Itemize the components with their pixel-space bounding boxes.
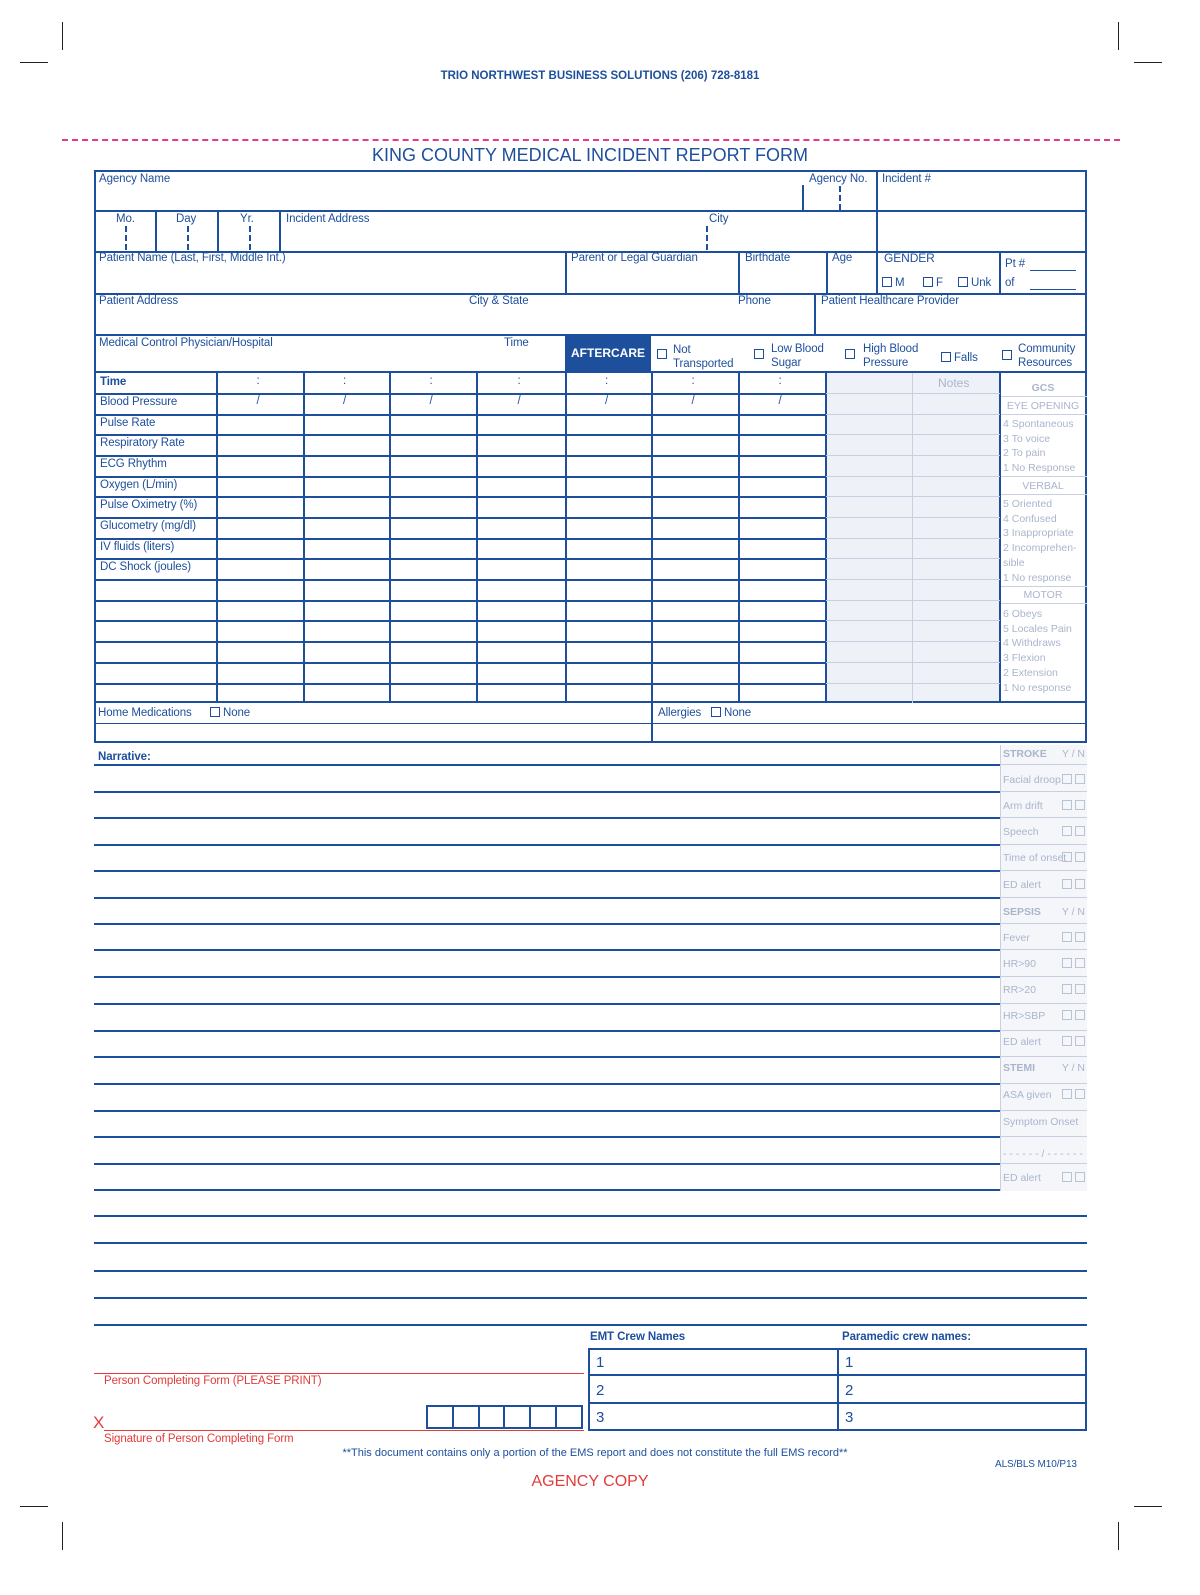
vitals-cell[interactable] bbox=[391, 498, 476, 517]
vitals-cell[interactable] bbox=[567, 436, 651, 455]
allergies-none[interactable]: None bbox=[711, 707, 751, 719]
vitals-cell[interactable] bbox=[567, 664, 651, 683]
vitals-cell[interactable] bbox=[478, 643, 565, 662]
vitals-cell[interactable] bbox=[653, 498, 738, 517]
time-separator: : bbox=[517, 375, 521, 387]
vitals-cell[interactable] bbox=[218, 498, 303, 517]
no-checkbox-icon[interactable] bbox=[1075, 1010, 1085, 1020]
narrative-line[interactable] bbox=[94, 1215, 1087, 1217]
form-title: KING COUNTY MEDICAL INCIDENT REPORT FORM bbox=[371, 145, 809, 165]
gcs-text: sible bbox=[1003, 556, 1025, 569]
crop-mark bbox=[1134, 62, 1162, 63]
form-code: ALS/BLS M10/P13 bbox=[995, 1459, 1077, 1470]
no-checkbox-icon[interactable] bbox=[1075, 826, 1085, 836]
narrative-line[interactable] bbox=[94, 1270, 1087, 1272]
vitals-cell[interactable] bbox=[305, 498, 389, 517]
vitals-cell[interactable] bbox=[478, 478, 565, 496]
printer-line: TRIO NORTHWEST BUSINESS SOLUTIONS (206) 728-8181 bbox=[440, 70, 760, 82]
vitals-cell[interactable] bbox=[391, 416, 476, 434]
vitals-cell[interactable] bbox=[478, 581, 565, 600]
side-check-row[interactable]: Time of onset bbox=[1003, 852, 1087, 864]
vitals-cell[interactable] bbox=[567, 395, 651, 414]
checkbox-icon bbox=[1002, 350, 1012, 360]
yes-checkbox-icon[interactable] bbox=[1062, 984, 1072, 994]
vitals-cell[interactable] bbox=[740, 498, 825, 517]
side-check-row[interactable]: RR>20 bbox=[1003, 984, 1087, 996]
no-checkbox-icon[interactable] bbox=[1075, 1036, 1085, 1046]
disclaimer: **This document contains only a portion of the EMS report and does not constitute the full EMS record** bbox=[342, 1447, 848, 1459]
vitals-cell[interactable] bbox=[218, 664, 303, 683]
vitals-cell[interactable] bbox=[567, 622, 651, 641]
gcs-text: GCS bbox=[1031, 382, 1055, 394]
vitals-cell[interactable] bbox=[478, 498, 565, 517]
home-medications-none[interactable]: None bbox=[210, 707, 250, 719]
side-check-row[interactable]: ASA given bbox=[1003, 1089, 1087, 1101]
vitals-cell[interactable] bbox=[567, 457, 651, 476]
narrative-label: Narrative: bbox=[98, 751, 151, 763]
month-label: Mo. bbox=[116, 213, 135, 225]
vitals-cell[interactable] bbox=[740, 622, 825, 641]
vitals-cell[interactable] bbox=[740, 602, 825, 620]
bp-separator: / bbox=[691, 395, 695, 407]
crop-mark bbox=[1118, 22, 1119, 50]
gcs-text: 3 Flexion bbox=[1003, 652, 1046, 665]
vitals-cell[interactable] bbox=[305, 519, 389, 538]
vitals-cell[interactable] bbox=[218, 395, 303, 414]
vitals-cell[interactable] bbox=[653, 664, 738, 683]
yes-checkbox-icon[interactable] bbox=[1062, 879, 1072, 889]
gcs-text: 4 Confused bbox=[1003, 512, 1057, 525]
narrative-line[interactable] bbox=[94, 764, 1000, 766]
vitals-cell[interactable] bbox=[740, 664, 825, 683]
narrative-line[interactable] bbox=[94, 976, 1000, 978]
narrative-line[interactable] bbox=[94, 1136, 1000, 1138]
checkbox-icon bbox=[941, 352, 951, 362]
gcs-text: 4 Withdraws bbox=[1003, 637, 1061, 650]
vitals-cell[interactable] bbox=[478, 685, 565, 703]
no-checkbox-icon[interactable] bbox=[1075, 932, 1085, 942]
no-checkbox-icon[interactable] bbox=[1075, 1172, 1085, 1182]
vitals-cell[interactable] bbox=[478, 395, 565, 414]
emt-crew-2[interactable]: 2 bbox=[596, 1382, 605, 1399]
vitals-cell[interactable] bbox=[305, 560, 389, 579]
yes-checkbox-icon[interactable] bbox=[1062, 800, 1072, 810]
vitals-cell[interactable] bbox=[653, 395, 738, 414]
vitals-cell[interactable] bbox=[305, 375, 389, 393]
vitals-row-label: IV fluids (liters) bbox=[100, 541, 175, 553]
vitals-cell[interactable] bbox=[567, 581, 651, 600]
vitals-cell[interactable] bbox=[218, 375, 303, 393]
vitals-cell[interactable] bbox=[218, 622, 303, 641]
no-checkbox-icon[interactable] bbox=[1075, 1089, 1085, 1099]
gcs-text: 6 Obeys bbox=[1003, 608, 1043, 620]
checkbox-icon bbox=[657, 349, 667, 359]
narrative-line[interactable] bbox=[94, 1083, 1000, 1085]
aftercare-badge: AFTERCARE bbox=[565, 334, 651, 373]
gender-unk-option[interactable]: Unk bbox=[958, 277, 991, 289]
checkbox-icon bbox=[958, 277, 968, 287]
yes-checkbox-icon[interactable] bbox=[1062, 932, 1072, 942]
vitals-cell[interactable] bbox=[218, 457, 303, 476]
time-separator: : bbox=[343, 375, 347, 387]
aftercare-falls[interactable]: Falls bbox=[941, 352, 978, 364]
no-checkbox-icon[interactable] bbox=[1075, 984, 1085, 994]
vitals-cell[interactable] bbox=[653, 643, 738, 662]
vitals-cell[interactable] bbox=[567, 685, 651, 703]
gcs-text: EYE OPENING bbox=[1006, 400, 1080, 412]
gcs-text: 1 No Response bbox=[1003, 462, 1076, 475]
gcs-text: MOTOR bbox=[1023, 589, 1063, 601]
vitals-cell[interactable] bbox=[740, 685, 825, 703]
vitals-cell[interactable] bbox=[478, 622, 565, 641]
agency-name-label: Agency Name bbox=[99, 173, 171, 185]
pt-no-label: Pt # bbox=[1005, 258, 1026, 270]
vitals-cell[interactable] bbox=[218, 643, 303, 662]
vitals-cell[interactable] bbox=[391, 395, 476, 414]
vitals-cell[interactable] bbox=[305, 436, 389, 455]
vitals-cell[interactable] bbox=[391, 581, 476, 600]
incident-no-label: Incident # bbox=[882, 173, 931, 185]
yes-checkbox-icon[interactable] bbox=[1062, 1010, 1072, 1020]
bp-separator: / bbox=[778, 395, 782, 407]
patient-name-label: Patient Name (Last, First, Middle Int.) bbox=[99, 252, 286, 264]
narrative-line[interactable] bbox=[94, 1003, 1000, 1005]
vitals-row-label: DC Shock (joules) bbox=[100, 561, 191, 573]
vitals-cell[interactable] bbox=[653, 457, 738, 476]
incident-address-label: Incident Address bbox=[286, 213, 370, 225]
narrative-line[interactable] bbox=[94, 1189, 1000, 1191]
side-check-row[interactable]: Arm drift bbox=[1003, 800, 1087, 812]
perforation-line bbox=[62, 139, 1120, 141]
no-checkbox-icon[interactable] bbox=[1075, 852, 1085, 862]
side-check-row[interactable]: Speech bbox=[1003, 826, 1087, 838]
vitals-cell[interactable] bbox=[478, 602, 565, 620]
time-separator: : bbox=[778, 375, 782, 387]
vitals-row-label: Time bbox=[100, 376, 127, 388]
crop-mark bbox=[1134, 1506, 1162, 1507]
phone-label: Phone bbox=[738, 295, 771, 307]
vitals-cell[interactable] bbox=[478, 375, 565, 393]
time-separator: : bbox=[605, 375, 609, 387]
vitals-cell[interactable] bbox=[478, 436, 565, 455]
time-separator: : bbox=[691, 375, 695, 387]
side-check-row[interactable]: ED alert bbox=[1003, 879, 1087, 891]
side-check-row[interactable]: Fever bbox=[1003, 932, 1087, 944]
vitals-cell[interactable] bbox=[218, 685, 303, 703]
vitals-row-label: Blood Pressure bbox=[100, 396, 178, 408]
narrative-line[interactable] bbox=[94, 923, 1000, 925]
side-check-row[interactable]: - - - - - - / - - - - - - bbox=[1003, 1148, 1083, 1160]
vitals-cell[interactable] bbox=[653, 519, 738, 538]
crop-mark bbox=[20, 1506, 48, 1507]
allergies-label: Allergies bbox=[658, 707, 702, 719]
narrative-line[interactable] bbox=[94, 1297, 1087, 1299]
narrative-line[interactable] bbox=[94, 870, 1000, 872]
vitals-cell[interactable] bbox=[305, 416, 389, 434]
narrative-line[interactable] bbox=[94, 1324, 1087, 1326]
checkbox-icon bbox=[754, 349, 764, 359]
vitals-cell[interactable] bbox=[653, 436, 738, 455]
vitals-cell[interactable] bbox=[305, 643, 389, 662]
vitals-cell[interactable] bbox=[740, 519, 825, 538]
narrative-line[interactable] bbox=[94, 897, 1000, 899]
emt-crew-label: EMT Crew Names bbox=[590, 1331, 686, 1343]
side-check-row[interactable]: HR>SBP bbox=[1003, 1010, 1087, 1022]
vitals-cell[interactable] bbox=[391, 436, 476, 455]
yes-checkbox-icon[interactable] bbox=[1062, 1036, 1072, 1046]
side-check-row[interactable]: HR>90 bbox=[1003, 958, 1087, 970]
gender-m-option[interactable]: M bbox=[882, 277, 904, 289]
side-check-row[interactable]: ED alert bbox=[1003, 1036, 1087, 1048]
vitals-row-label: Pulse Oximetry (%) bbox=[100, 499, 198, 511]
vitals-cell[interactable] bbox=[478, 457, 565, 476]
checkbox-icon bbox=[882, 277, 892, 287]
emt-crew-1[interactable]: 1 bbox=[596, 1354, 605, 1371]
vitals-cell[interactable] bbox=[740, 478, 825, 496]
no-checkbox-icon[interactable] bbox=[1075, 800, 1085, 810]
signature-x-mark: X bbox=[93, 1413, 105, 1432]
vitals-cell[interactable] bbox=[653, 581, 738, 600]
vitals-cell[interactable] bbox=[653, 602, 738, 620]
vitals-cell[interactable] bbox=[740, 416, 825, 434]
vitals-cell[interactable] bbox=[653, 560, 738, 579]
vitals-cell[interactable] bbox=[653, 416, 738, 434]
vitals-cell[interactable] bbox=[567, 602, 651, 620]
vitals-cell[interactable] bbox=[391, 478, 476, 496]
side-check-row[interactable]: Facial droop bbox=[1003, 774, 1087, 786]
narrative-line[interactable] bbox=[94, 949, 1000, 951]
gcs-text: 2 To pain bbox=[1003, 447, 1046, 460]
yes-checkbox-icon[interactable] bbox=[1062, 958, 1072, 968]
yes-checkbox-icon[interactable] bbox=[1062, 1089, 1072, 1099]
vitals-cell[interactable] bbox=[740, 581, 825, 600]
time-label: Time bbox=[504, 337, 529, 349]
vitals-cell[interactable] bbox=[218, 540, 303, 558]
vitals-cell[interactable] bbox=[653, 685, 738, 703]
vitals-cell[interactable] bbox=[567, 540, 651, 558]
vitals-cell[interactable] bbox=[653, 375, 738, 393]
vitals-cell[interactable] bbox=[740, 457, 825, 476]
checkbox-icon bbox=[845, 349, 855, 359]
pt-of-label: of bbox=[1005, 277, 1015, 289]
gcs-text: 2 Extension bbox=[1003, 666, 1058, 679]
checkbox-icon bbox=[711, 707, 721, 717]
no-checkbox-icon[interactable] bbox=[1075, 958, 1085, 968]
patient-address-label: Patient Address bbox=[99, 295, 179, 307]
narrative-line[interactable] bbox=[94, 1163, 1000, 1165]
gcs-text: 5 Locales Pain bbox=[1003, 622, 1072, 635]
bp-separator: / bbox=[517, 395, 521, 407]
yes-checkbox-icon[interactable] bbox=[1062, 852, 1072, 862]
crop-mark bbox=[62, 1522, 63, 1550]
side-check-header: SEPSIS Y / N bbox=[1003, 906, 1085, 918]
gcs-text: 2 Incomprehen- bbox=[1003, 542, 1077, 555]
bp-separator: / bbox=[605, 395, 609, 407]
vitals-cell[interactable] bbox=[740, 540, 825, 558]
bp-separator: / bbox=[429, 395, 433, 407]
vitals-row-label: Glucometry (mg/dl) bbox=[100, 520, 196, 532]
narrative-line[interactable] bbox=[94, 817, 1000, 819]
notes-label: Notes bbox=[938, 376, 970, 390]
vitals-cell[interactable] bbox=[567, 519, 651, 538]
vitals-cell[interactable] bbox=[218, 581, 303, 600]
vitals-cell[interactable] bbox=[478, 519, 565, 538]
paramedic-crew-label: Paramedic crew names: bbox=[842, 1331, 971, 1343]
age-label: Age bbox=[832, 252, 853, 264]
bp-separator: / bbox=[256, 395, 260, 407]
crop-mark bbox=[20, 62, 48, 63]
vitals-cell[interactable] bbox=[740, 436, 825, 455]
gender-f-option[interactable]: F bbox=[923, 277, 943, 289]
checkbox-icon bbox=[923, 277, 933, 287]
gcs-text: 1 No response bbox=[1003, 681, 1072, 694]
gcs-text: 1 No response bbox=[1003, 571, 1072, 584]
narrative-line[interactable] bbox=[94, 791, 1000, 793]
vitals-cell[interactable] bbox=[305, 602, 389, 620]
vitals-cell[interactable] bbox=[567, 478, 651, 496]
vitals-cell[interactable] bbox=[305, 457, 389, 476]
vitals-cell[interactable] bbox=[391, 622, 476, 641]
gcs-text: 3 To voice bbox=[1003, 432, 1051, 445]
vitals-cell[interactable] bbox=[567, 643, 651, 662]
vitals-cell[interactable] bbox=[305, 622, 389, 641]
vitals-cell[interactable] bbox=[391, 560, 476, 579]
gcs-text: VERBAL bbox=[1022, 480, 1064, 492]
vitals-cell[interactable] bbox=[218, 560, 303, 579]
vitals-cell[interactable] bbox=[305, 395, 389, 414]
yes-checkbox-icon[interactable] bbox=[1062, 826, 1072, 836]
vitals-cell[interactable] bbox=[740, 375, 825, 393]
healthcare-provider-label: Patient Healthcare Provider bbox=[821, 295, 959, 307]
vitals-cell[interactable] bbox=[567, 416, 651, 434]
vitals-cell[interactable] bbox=[391, 375, 476, 393]
print-name-line[interactable] bbox=[94, 1373, 584, 1374]
vitals-cell[interactable] bbox=[478, 416, 565, 434]
narrative-line[interactable] bbox=[94, 1242, 1087, 1244]
city-label: City bbox=[709, 213, 729, 225]
medical-control-label: Medical Control Physician/Hospital bbox=[99, 337, 273, 349]
no-checkbox-icon[interactable] bbox=[1075, 879, 1085, 889]
signature-line[interactable] bbox=[104, 1430, 584, 1431]
crop-mark bbox=[1118, 1522, 1119, 1550]
vitals-row-label: ECG Rhythm bbox=[100, 458, 167, 470]
vitals-cell[interactable] bbox=[740, 643, 825, 662]
home-medications-label: Home Medications bbox=[98, 707, 192, 719]
guardian-label: Parent or Legal Guardian bbox=[571, 252, 698, 264]
vitals-cell[interactable] bbox=[478, 540, 565, 558]
side-check-row[interactable]: Symptom Onset bbox=[1003, 1116, 1079, 1128]
side-check-header: STEMI Y / N bbox=[1003, 1062, 1085, 1074]
vitals-cell[interactable] bbox=[305, 478, 389, 496]
vitals-cell[interactable] bbox=[305, 685, 389, 703]
vitals-cell[interactable] bbox=[740, 560, 825, 579]
yes-checkbox-icon[interactable] bbox=[1062, 1172, 1072, 1182]
vitals-cell[interactable] bbox=[391, 664, 476, 683]
vitals-cell[interactable] bbox=[391, 457, 476, 476]
vitals-cell[interactable] bbox=[567, 498, 651, 517]
vitals-cell[interactable] bbox=[305, 581, 389, 600]
vitals-cell[interactable] bbox=[305, 664, 389, 683]
id-number-boxes[interactable] bbox=[426, 1405, 583, 1429]
narrative-line[interactable] bbox=[94, 1110, 1000, 1112]
no-checkbox-icon[interactable] bbox=[1075, 774, 1085, 784]
vitals-cell[interactable] bbox=[653, 478, 738, 496]
vitals-cell[interactable] bbox=[653, 540, 738, 558]
vitals-cell[interactable] bbox=[218, 602, 303, 620]
checkbox-icon bbox=[210, 707, 220, 717]
city-state-label: City & State bbox=[469, 295, 529, 307]
paramedic-crew-2[interactable]: 2 bbox=[845, 1382, 854, 1399]
side-check-header: STROKE Y / N bbox=[1003, 748, 1085, 760]
narrative-line[interactable] bbox=[94, 1056, 1000, 1058]
emt-crew-3[interactable]: 3 bbox=[596, 1409, 605, 1426]
vitals-cell[interactable] bbox=[478, 664, 565, 683]
vitals-cell[interactable] bbox=[391, 685, 476, 703]
year-label: Yr. bbox=[240, 213, 254, 225]
vitals-cell[interactable] bbox=[740, 395, 825, 414]
narrative-line[interactable] bbox=[94, 844, 1000, 846]
vitals-row-label: Respiratory Rate bbox=[100, 437, 185, 449]
vitals-row-label: Oxygen (L/min) bbox=[100, 479, 178, 491]
vitals-cell[interactable] bbox=[218, 416, 303, 434]
gcs-text: 4 Spontaneous bbox=[1003, 418, 1074, 430]
paramedic-crew-1[interactable]: 1 bbox=[845, 1354, 854, 1371]
crop-mark bbox=[62, 22, 63, 50]
gender-label: GENDER bbox=[884, 251, 935, 265]
gcs-text: 5 Oriented bbox=[1003, 498, 1053, 510]
vitals-cell[interactable] bbox=[218, 436, 303, 455]
gcs-text: 3 Inappropriate bbox=[1003, 527, 1074, 540]
vitals-cell[interactable] bbox=[567, 375, 651, 393]
paramedic-crew-3[interactable]: 3 bbox=[845, 1409, 854, 1426]
vitals-cell[interactable] bbox=[218, 519, 303, 538]
time-separator: : bbox=[429, 375, 433, 387]
birthdate-label: Birthdate bbox=[745, 252, 791, 264]
vitals-cell[interactable] bbox=[391, 643, 476, 662]
vitals-cell[interactable] bbox=[478, 560, 565, 579]
vitals-cell[interactable] bbox=[305, 540, 389, 558]
agency-no-label: Agency No. bbox=[809, 173, 868, 185]
vitals-cell[interactable] bbox=[391, 540, 476, 558]
vitals-cell[interactable] bbox=[653, 622, 738, 641]
vitals-cell[interactable] bbox=[391, 519, 476, 538]
side-check-row[interactable]: ED alert bbox=[1003, 1172, 1087, 1184]
agency-copy-label: AGENCY COPY bbox=[531, 1473, 649, 1490]
signature-label: Signature of Person Completing Form bbox=[104, 1433, 294, 1445]
vitals-cell[interactable] bbox=[567, 560, 651, 579]
time-separator: : bbox=[256, 375, 260, 387]
day-label: Day bbox=[176, 213, 197, 225]
narrative-line[interactable] bbox=[94, 1030, 1000, 1032]
vitals-cell[interactable] bbox=[391, 602, 476, 620]
bp-separator: / bbox=[343, 395, 347, 407]
person-completing-label: Person Completing Form (PLEASE PRINT) bbox=[104, 1375, 322, 1387]
vitals-row-label: Pulse Rate bbox=[100, 417, 156, 429]
vitals-cell[interactable] bbox=[218, 478, 303, 496]
yes-checkbox-icon[interactable] bbox=[1062, 774, 1072, 784]
